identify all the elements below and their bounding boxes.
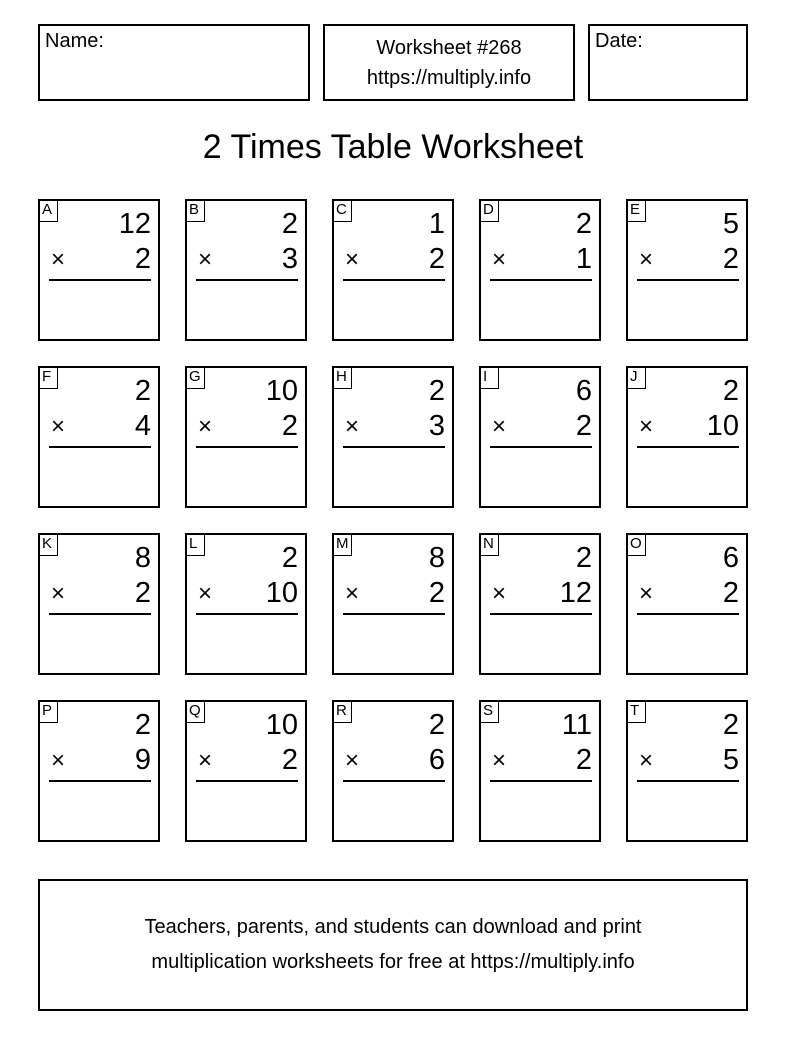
multiplicand: 6 [575, 375, 592, 407]
multiply-sign: × [198, 580, 213, 607]
multiplier: 2 [281, 744, 298, 776]
multiply-sign: × [639, 747, 654, 774]
problem-letter: T [626, 700, 646, 723]
problem-card[interactable] [479, 700, 601, 842]
multiply-sign: × [51, 747, 66, 774]
problem-letter: A [38, 199, 58, 222]
multiplicand: 2 [134, 709, 151, 741]
multiplier: 2 [281, 410, 298, 442]
multiply-sign: × [345, 246, 360, 273]
answer-line [196, 613, 298, 615]
problem-letter: J [626, 366, 646, 389]
problem-letter: R [332, 700, 352, 723]
problem-card[interactable] [38, 199, 160, 341]
answer-line [490, 279, 592, 281]
problem-card[interactable] [185, 366, 307, 508]
multiplier: 2 [134, 243, 151, 275]
multiplicand: 8 [428, 542, 445, 574]
multiply-sign: × [51, 246, 66, 273]
problem-card[interactable] [185, 533, 307, 675]
problem-letter: C [332, 199, 352, 222]
multiplier: 6 [428, 744, 445, 776]
multiplicand: 2 [281, 208, 298, 240]
problem-card[interactable] [626, 199, 748, 341]
multiplier: 12 [559, 577, 592, 609]
multiplier: 2 [722, 243, 739, 275]
problem-letter: E [626, 199, 646, 222]
page-title: 2 Times Table Worksheet [202, 128, 584, 166]
multiply-sign: × [345, 747, 360, 774]
problem-letter: M [332, 533, 352, 556]
multiplicand: 2 [281, 542, 298, 574]
problem-card[interactable] [332, 700, 454, 842]
multiply-sign: × [639, 246, 654, 273]
problem-card[interactable] [38, 700, 160, 842]
multiplicand: 2 [722, 709, 739, 741]
multiplicand: 2 [428, 709, 445, 741]
worksheet-url[interactable]: https://multiply.info [366, 67, 532, 89]
answer-line [343, 780, 445, 782]
problem-card[interactable] [479, 199, 601, 341]
answer-line [49, 780, 151, 782]
multiply-sign: × [345, 580, 360, 607]
multiplicand: 5 [722, 208, 739, 240]
multiplier: 10 [706, 410, 739, 442]
multiply-sign: × [345, 413, 360, 440]
multiplicand: 2 [722, 375, 739, 407]
multiplier: 4 [134, 410, 151, 442]
multiplicand: 10 [265, 375, 298, 407]
problem-letter: B [185, 199, 205, 222]
multiplier: 3 [281, 243, 298, 275]
date-label: Date: [595, 30, 643, 52]
multiply-sign: × [639, 580, 654, 607]
multiplicand: 6 [722, 542, 739, 574]
answer-line [490, 446, 592, 448]
problem-card[interactable] [626, 366, 748, 508]
multiplier: 2 [575, 744, 592, 776]
answer-line [490, 613, 592, 615]
worksheet-number: Worksheet #268 [376, 37, 522, 59]
answer-line [637, 780, 739, 782]
multiplicand: 2 [575, 208, 592, 240]
multiplier: 10 [265, 577, 298, 609]
answer-line [49, 446, 151, 448]
multiplicand: 11 [561, 709, 592, 741]
multiplicand: 2 [428, 375, 445, 407]
multiplicand: 1 [428, 208, 445, 240]
multiplicand: 2 [134, 375, 151, 407]
multiply-sign: × [198, 747, 213, 774]
problem-card[interactable] [38, 533, 160, 675]
problem-card[interactable] [332, 533, 454, 675]
problem-letter: I [479, 366, 499, 389]
problem-card[interactable] [332, 199, 454, 341]
answer-line [343, 279, 445, 281]
multiply-sign: × [492, 413, 507, 440]
problem-letter: L [185, 533, 205, 556]
answer-line [343, 446, 445, 448]
answer-line [490, 780, 592, 782]
problem-card[interactable] [626, 700, 748, 842]
problem-card[interactable] [38, 366, 160, 508]
problem-letter: G [185, 366, 205, 389]
multiplier: 1 [575, 243, 592, 275]
multiplicand: 2 [575, 542, 592, 574]
problem-card[interactable] [185, 199, 307, 341]
footer-line-1: Teachers, parents, and students can download and print [144, 916, 642, 938]
multiplier: 5 [722, 744, 739, 776]
problem-letter: S [479, 700, 499, 723]
problem-card[interactable] [479, 533, 601, 675]
multiplier: 2 [575, 410, 592, 442]
problem-card[interactable] [332, 366, 454, 508]
problem-card[interactable] [626, 533, 748, 675]
footer-line-2: multiplication worksheets for free at https://multiply.info [151, 951, 635, 973]
multiply-sign: × [639, 413, 654, 440]
answer-line [637, 279, 739, 281]
answer-line [196, 279, 298, 281]
problem-letter: P [38, 700, 58, 723]
multiplicand: 10 [265, 709, 298, 741]
multiplier: 2 [134, 577, 151, 609]
multiply-sign: × [492, 246, 507, 273]
problem-letter: O [626, 533, 646, 556]
answer-line [196, 780, 298, 782]
problem-letter: H [332, 366, 352, 389]
multiplicand: 12 [118, 208, 151, 240]
answer-line [49, 279, 151, 281]
problem-letter: Q [185, 700, 205, 723]
multiplier: 2 [428, 577, 445, 609]
answer-line [637, 446, 739, 448]
multiplier: 9 [134, 744, 151, 776]
multiply-sign: × [51, 580, 66, 607]
name-label: Name: [45, 30, 104, 52]
problem-letter: K [38, 533, 58, 556]
multiply-sign: × [492, 580, 507, 607]
multiply-sign: × [51, 413, 66, 440]
multiply-sign: × [198, 246, 213, 273]
multiplier: 2 [722, 577, 739, 609]
answer-line [196, 446, 298, 448]
answer-line [343, 613, 445, 615]
problem-card[interactable] [479, 366, 601, 508]
problem-letter: N [479, 533, 499, 556]
problem-card[interactable] [185, 700, 307, 842]
multiplicand: 8 [134, 542, 151, 574]
problem-letter: D [479, 199, 499, 222]
multiplier: 3 [428, 410, 445, 442]
answer-line [637, 613, 739, 615]
answer-line [49, 613, 151, 615]
multiply-sign: × [492, 747, 507, 774]
footer-note [38, 879, 748, 1011]
multiplier: 2 [428, 243, 445, 275]
multiply-sign: × [198, 413, 213, 440]
problem-letter: F [38, 366, 58, 389]
